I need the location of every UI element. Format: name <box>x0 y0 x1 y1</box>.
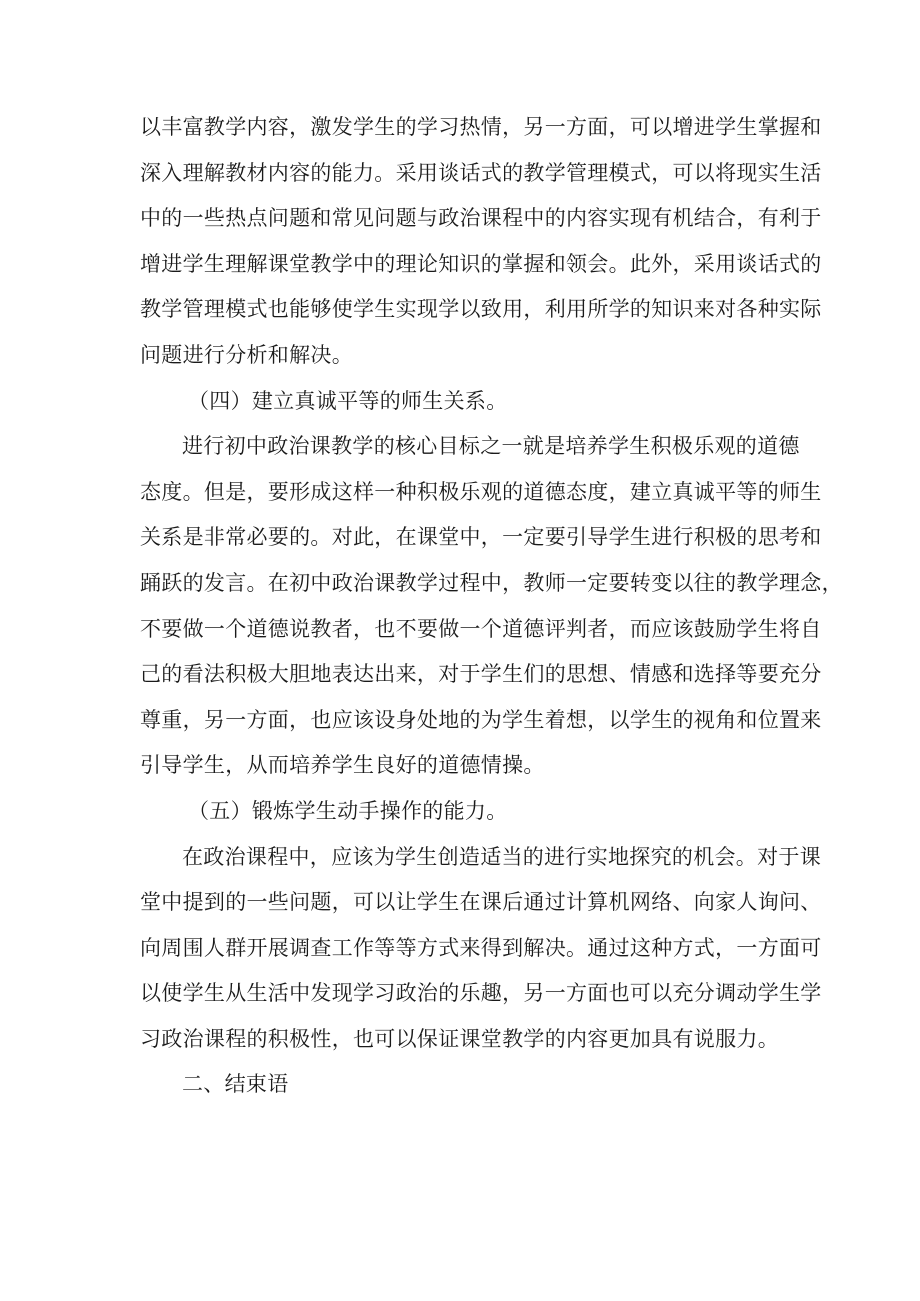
text-line: 深入理解教材内容的能力。采用谈话式的教学管理模式，可以将现实生活 <box>140 160 822 185</box>
text-line: 以使学生从生活中发现学习政治的乐趣，另一方面也可以充分调动学生学 <box>140 981 822 1006</box>
paragraph <box>140 835 822 1063</box>
text-line: 己的看法积极大胆地表达出来，对于学生们的思想、情感和选择等要充分 <box>140 662 822 687</box>
text-line: 引导学生，从而培养学生良好的道德情操。 <box>140 753 545 778</box>
text-line: 以丰富教学内容，激发学生的学习热情，另一方面，可以增进学生掌握和 <box>140 115 822 139</box>
text-line: 向周围人群开展调查工作等等方式来得到解决。通过这种方式，一方面可 <box>140 935 822 960</box>
text-line: 在政治课程中，应该为学生创造适当的进行实地探究的机会。对于课 <box>182 844 821 869</box>
text-line: 问题进行分析和解决。 <box>140 342 353 367</box>
text-line: 堂中提到的一些问题，可以让学生在课后通过计算机网络、向家人询问、 <box>140 890 822 915</box>
paragraph <box>140 105 822 379</box>
text-line: 进行初中政治课教学的核心目标之一就是培养学生积极乐观的道德 <box>182 434 800 459</box>
paragraph <box>140 424 843 789</box>
text-line: 态度。但是，要形成这样一种积极乐观的道德态度，建立真诚平等的师生 <box>140 479 822 504</box>
text-line: 中的一些热点问题和常见问题与政治课程中的内容实现有机结合，有利于 <box>140 206 822 231</box>
subheading-five: （五）锻炼学生动手操作的能力。 <box>188 798 508 823</box>
text-line: 踊跃的发言。在初中政治课教学过程中，教师一定要转变以往的教学理念， <box>140 570 843 595</box>
section-title: 二、结束语 <box>182 1072 289 1097</box>
document-body <box>140 105 843 1108</box>
text-line: 关系是非常必要的。对此，在课堂中，一定要引导学生进行积极的思考和 <box>140 525 822 550</box>
text-line: 尊重，另一方面，也应该设身处地的为学生着想，以学生的视角和位置来 <box>140 707 822 732</box>
text-line: 教学管理模式也能够使学生实现学以致用，利用所学的知识来对各种实际 <box>140 297 822 322</box>
subheading-four: （四）建立真诚平等的师生关系。 <box>188 388 508 413</box>
text-line: 不要做一个道德说教者，也不要做一个道德评判者，而应该鼓励学生将自 <box>140 616 822 641</box>
text-line: 习政治课程的积极性，也可以保证课堂教学的内容更加具有说服力。 <box>140 1026 779 1051</box>
text-line: 增进学生理解课堂教学中的理论知识的掌握和领会。此外，采用谈话式的 <box>140 251 822 276</box>
